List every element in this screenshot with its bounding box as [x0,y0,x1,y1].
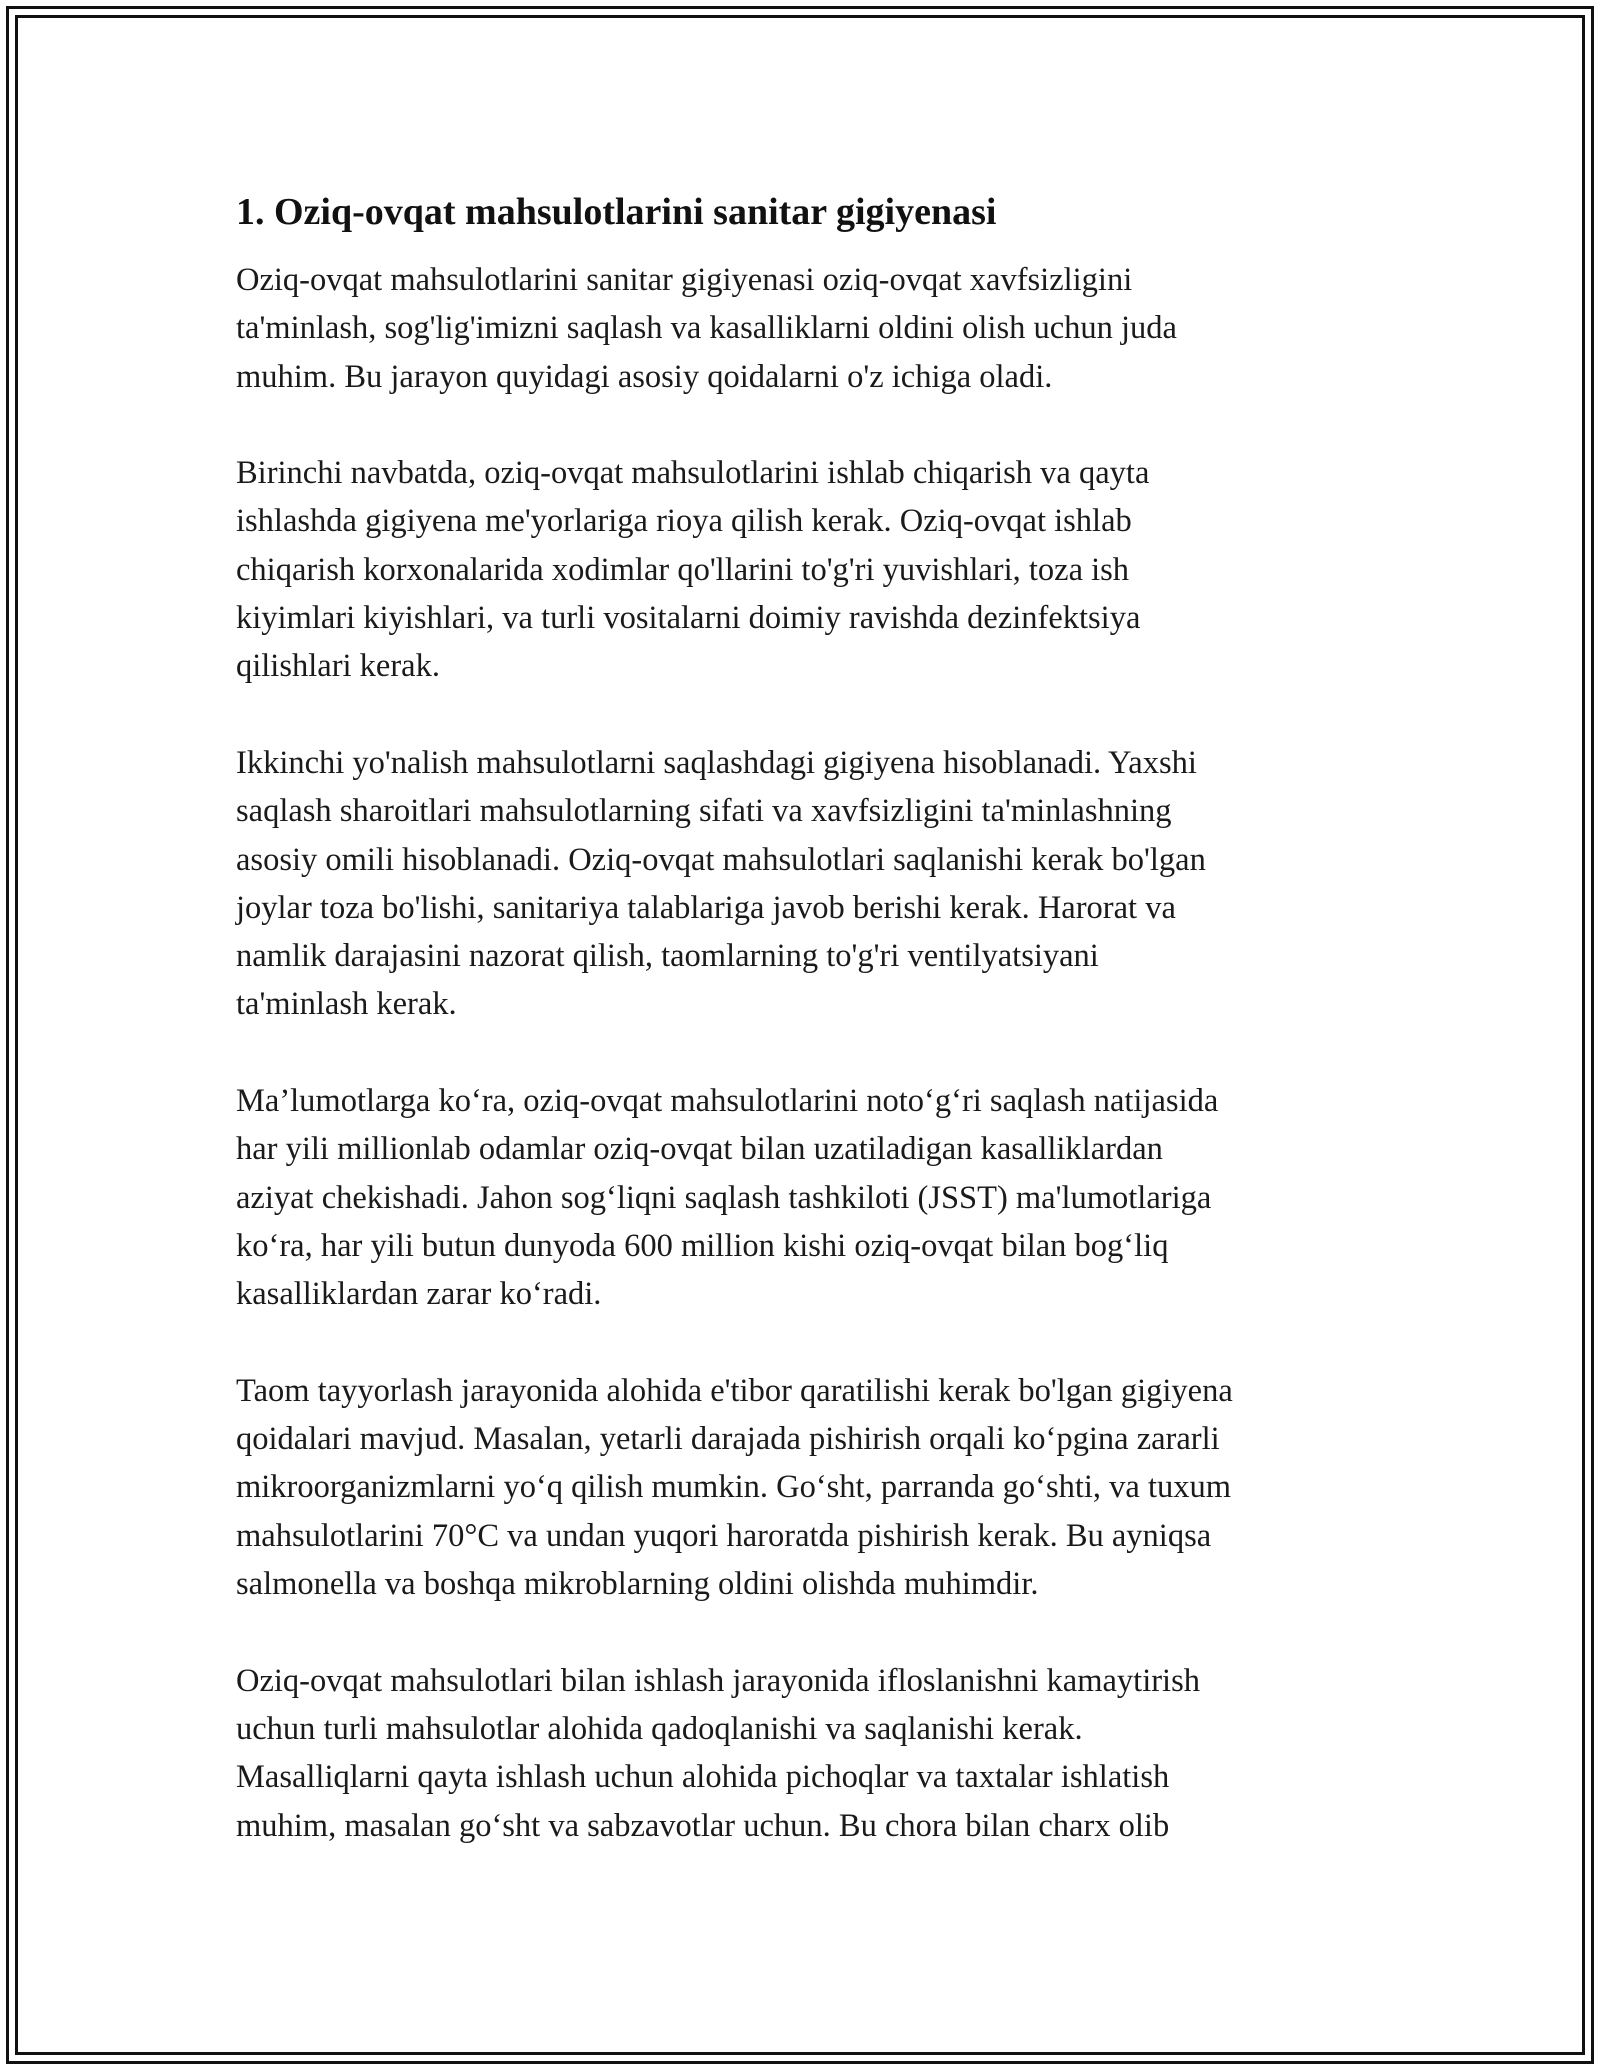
document-body [236,186,1376,1898]
paragraph-cooking-rules: Taom tayyorlash jarayonida alohida e'tibor qaratilishi kerak bo'lgan gigiyena qoidalari mavjud. Masalan, yetarli darajada pishirish orqali ko‘pgina zararli mikroorganizmlarni yo‘q qilish mumkin. Go‘sht, parranda go‘shti, va tuxum mahsulotlarini 70°C va undan yuqori haroratda pishirish kerak. Bu ayniqsa salmonella va boshqa mikroblarning oldini olishda muhimdir. [236,1372,1233,1603]
paragraph-contamination: Oziq-ovqat mahsulotlari bilan ishlash jarayonida ifloslanishni kamaytirish uchun turli mahsulotlar alohida qadoqlanishi va saqlanishi kerak. Masalliqlarni qayta ishlash uchun alohida pichoqlar va taxtalar ishlatish muhim, masalan go‘sht va sabzavotlar uchun. Bu chora bilan charx olib [236,1662,1200,1844]
paragraph-intro: Oziq-ovqat mahsulotlarini sanitar gigiyenasi oziq-ovqat xavfsizligini ta'minlash, sog'lig'imizni saqlash va kasalliklarni oldini olish uchun juda muhim. Bu jarayon quyidagi asosiy qoidalarni o'z ichiga oladi. [236,262,1177,395]
section-heading: 1. Oziq-ovqat mahsulotlarini sanitar gigiyenasi [236,191,997,233]
paragraph-storage-hygiene: Ikkinchi yo'nalish mahsulotlarni saqlashdagi gigiyena hisoblanadi. Yaxshi saqlash sharoitlari mahsulotlarning sifati va xavfsizligini ta'minlashning asosiy omili hisoblanadi. Oziq-ovqat mahsulotlari saqlanishi kerak bo'lgan joylar toza bo'lishi, sanitariya talablariga javob berishi kerak. Harorat va namlik darajasini nazorat qilish, taomlarning to'g'ri ventilyatsiyani ta'minlash kerak. [236,744,1206,1023]
paragraph-production-hygiene: Birinchi navbatda, oziq-ovqat mahsulotlarini ishlab chiqarish va qayta ishlashda gigiyena me'yorlariga rioya qilish kerak. Oziq-ovqat ishlab chiqarish korxonalarida xodimlar qo'llarini to'g'ri yuvishlari, toza ish kiyimlari kiyishlari, va turli vositalarni doimiy ravishda dezinfektsiya qilishlari kerak. [236,455,1150,685]
paragraph-statistics: Ma’lumotlarga ko‘ra, oziq-ovqat mahsulotlarini noto‘g‘ri saqlash natijasida har yili millionlab odamlar oziq-ovqat bilan uzatiladigan kasalliklardan aziyat chekishadi. Jahon sog‘liqni saqlash tashkiloti (JSST) ma'lumotlariga ko‘ra, har yili butun dunyoda 600 million kishi oziq-ovqat bilan bog‘liq kasalliklardan zarar ko‘radi. [236,1083,1219,1313]
